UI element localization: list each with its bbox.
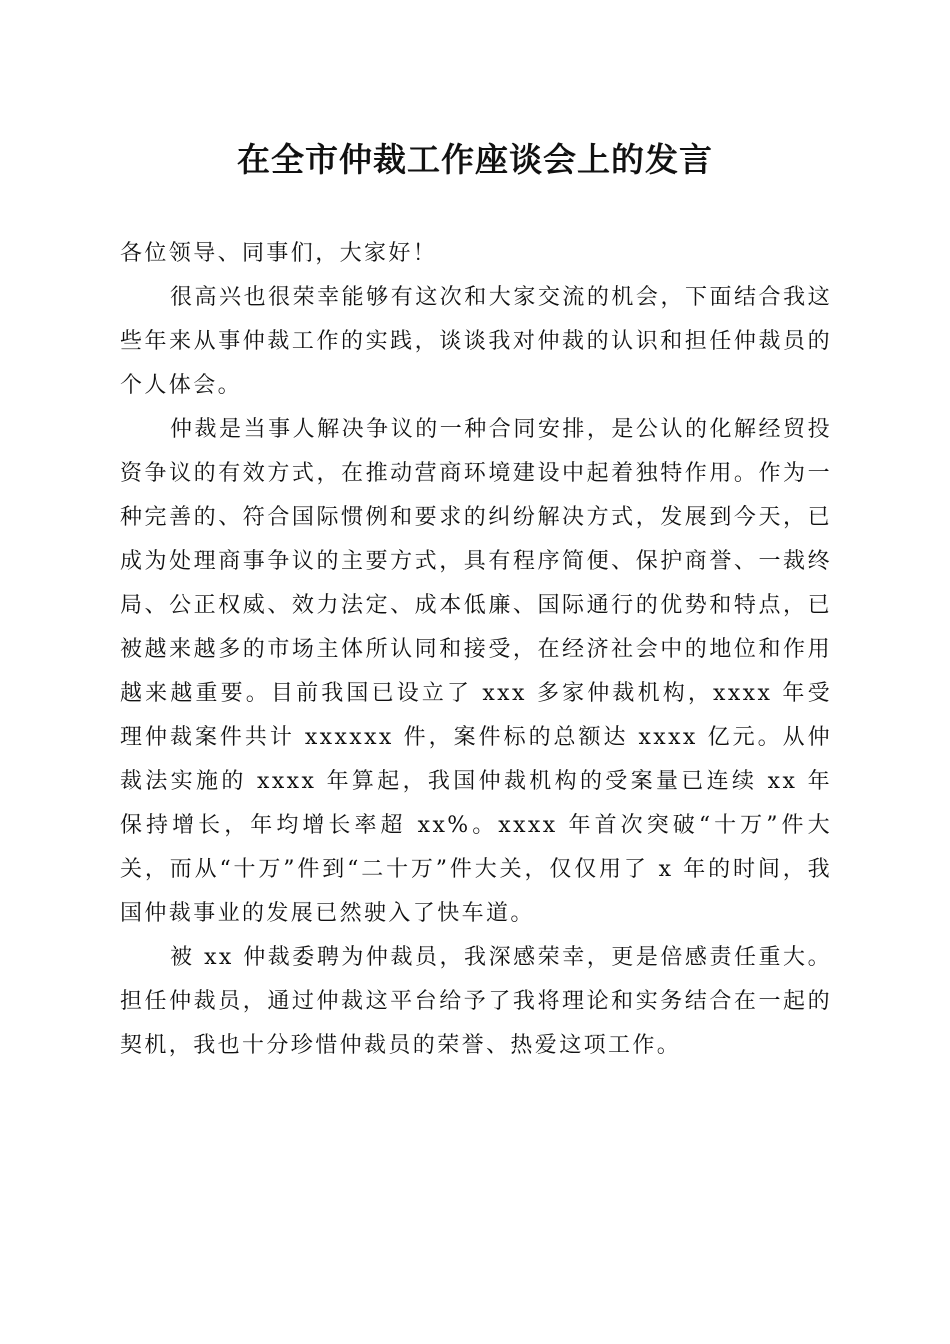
document-body (120, 232, 832, 1068)
document-title: 在全市仲裁工作座谈会上的发言 (237, 140, 713, 179)
intro-paragraph: 很高兴也很荣幸能够有这次和大家交流的机会，下面结合我这些年来从事仲裁工作的实践，谈谈我对仲裁的认识和担任仲裁员的个人体会。 (120, 285, 832, 398)
arbitration-overview-paragraph: 仲裁是当事人解决争议的一种合同安排，是公认的化解经贸投资争议的有效方式，在推动营商环境建设中起着独特作用。作为一种完善的、符合国际惯例和要求的纠纷解决方式，发展到今天，已成为处理商事争议的主要方式，具有程序简便、保护商誉、一裁终局、公正权威、效力法定、成本低廉、国际通行的优势和特点，已被越来越多的市场主体所认同和接受，在经济社会中的地位和作用越来越重要。目前我国已设立了 xxx 多家仲裁机构，xxxx 年受理仲裁案件共计 xxxxxx 件，案件标的总额达 xxxx 亿元。从仲裁法实施的 xxxx 年算起，我国仲裁机构的受案量已连续 xx 年保持增长，年均增长率超 xx%。xxxx 年首次突破“十万”件大关，而从“十万”件到“二十万”件大关，仅仅用了 x 年的时间，我国仲裁事业的发展已然驶入了快车道。 (120, 417, 832, 926)
personal-experience-paragraph: 被 xx 仲裁委聘为仲裁员，我深感荣幸，更是倍感责任重大。担任仲裁员，通过仲裁这平台给予了我将理论和实务结合在一起的契机，我也十分珍惜仲裁员的荣誉、热爱这项工作。 (120, 945, 832, 1058)
greeting-paragraph: 各位领导、同事们，大家好！ (120, 241, 438, 266)
